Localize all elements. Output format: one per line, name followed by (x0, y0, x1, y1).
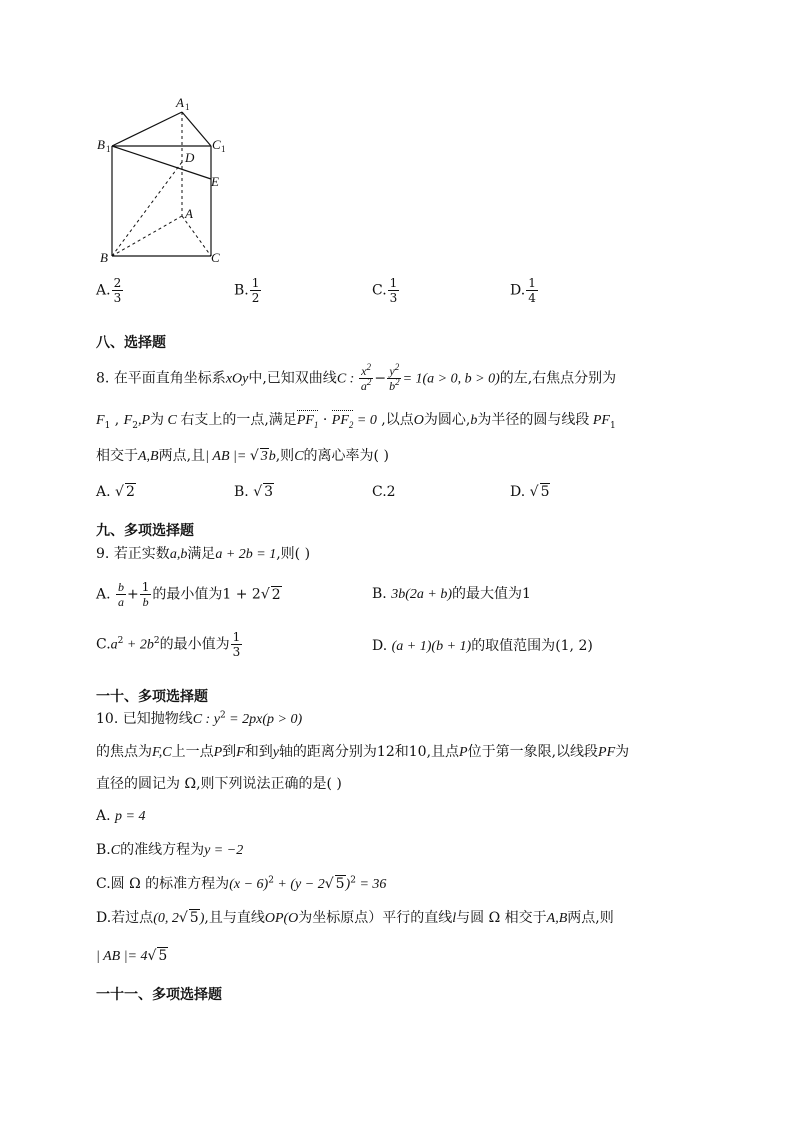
q10-line-3: 直径的圆记为 Ω,则下列说法正确的是( ) (96, 776, 342, 792)
label-B: B (100, 250, 108, 265)
label-C: C (211, 250, 220, 265)
section-9-heading: 九、多项选择题 (96, 523, 194, 539)
q9-option-d[interactable]: D. (a + 1)(b + 1)的取值范围为(1, 2) (372, 638, 593, 654)
q9-option-b[interactable]: B. 3b(2a + b)的最大值为1 (372, 586, 531, 602)
hidden-segment-B-D (112, 162, 182, 256)
q8-line-3: 相交于A,B两点,且| AB |= √ 3b,则C的离心率为( ) (96, 448, 389, 464)
q10-option-b[interactable]: B.C的准线方程为y = −2 (96, 842, 244, 858)
q7-option-d[interactable]: D. $\frac{1}{4}$ (510, 276, 536, 305)
section-8-heading: 八、选择题 (96, 335, 166, 351)
q7-option-a[interactable]: A. $\frac{2}{3}$ (96, 276, 122, 305)
q7-option-b[interactable]: B. $\frac{1}{2}$ (234, 276, 260, 305)
label-E: E (211, 174, 219, 189)
section-10-heading: 一十、多项选择题 (96, 689, 208, 705)
q10-line-2: 的焦点为F,C上一点P到F和到y轴的距离分别为12和10,且点P位于第一象限,以线段PF为 (96, 744, 630, 760)
label-B1: B (97, 137, 105, 152)
hidden-edge-A-C (182, 216, 211, 256)
label-B1-sub: 1 (106, 144, 111, 154)
q10-stem: 10. 已知抛物线C : $y^2 = 2px(p > 0)$ (96, 710, 303, 727)
q10-option-a[interactable]: A. p = 4 (96, 808, 146, 824)
edge-A1-B1 (112, 112, 182, 146)
q8-line-1: 8. 在平面直角坐标系xOy中,已知双曲线C : $\frac{x^2}{a^2}$ − $\frac{y^2}{b^2}$ = 1(a > 0, b > 0)的左,右焦点分别为 (96, 362, 617, 393)
label-D: D (185, 150, 195, 165)
label-C1-sub: 1 (221, 144, 226, 154)
q8-option-c[interactable]: C.2 (372, 484, 396, 500)
q8-option-a[interactable]: A. √ 2 (96, 484, 135, 500)
segment-B1-E (112, 146, 211, 179)
hidden-edge-A-B (112, 216, 182, 256)
q10-option-d[interactable]: D.若过点(0, 2√ 5),且与直线OP(O为坐标原点）平行的直线l与圆 Ω 相交于A,B两点,则 (96, 910, 614, 926)
q8-option-d[interactable]: D. √ 5 (510, 484, 550, 500)
q9-option-c[interactable]: $C.a^2 + 2b^2$的最小值为 $\frac{1}{3}$ (96, 630, 241, 659)
q10-option-c[interactable]: C.圆 Ω 的标准方程为$(x - 6)^2 + (y - 2√$ 5)$^2$ = 36 (96, 875, 387, 892)
q7-option-c[interactable]: C. $\frac{1}{3}$ (372, 276, 398, 305)
label-A1: A (176, 95, 184, 110)
edge-A1-C1 (182, 112, 211, 146)
q8-line-2: $F_1$ , $F_2,P$为 C 右支上的一点,满足$PF_1 \cdot PF_2 = 0$ ,以点O为圆心,b为半径的圆与线段 $PF_1$ (96, 412, 616, 431)
label-A: A (185, 206, 193, 221)
section-11-heading: 一十一、多项选择题 (96, 987, 222, 1003)
q9-option-a[interactable]: A. $\frac{b}{a}$ + $\frac{1}{b}$ 的最小值为1 + 2√ 2 (96, 580, 281, 609)
label-C1: C (212, 137, 221, 152)
q9-stem: 9. 若正实数a,b满足a + 2b = 1,则( ) (96, 546, 311, 562)
label-A1-sub: 1 (185, 102, 190, 112)
prism-figure (95, 92, 235, 267)
q10-option-d-line-2: | AB |= 4√ 5 (96, 948, 168, 964)
q8-option-b[interactable]: B. √ 3 (234, 484, 274, 500)
